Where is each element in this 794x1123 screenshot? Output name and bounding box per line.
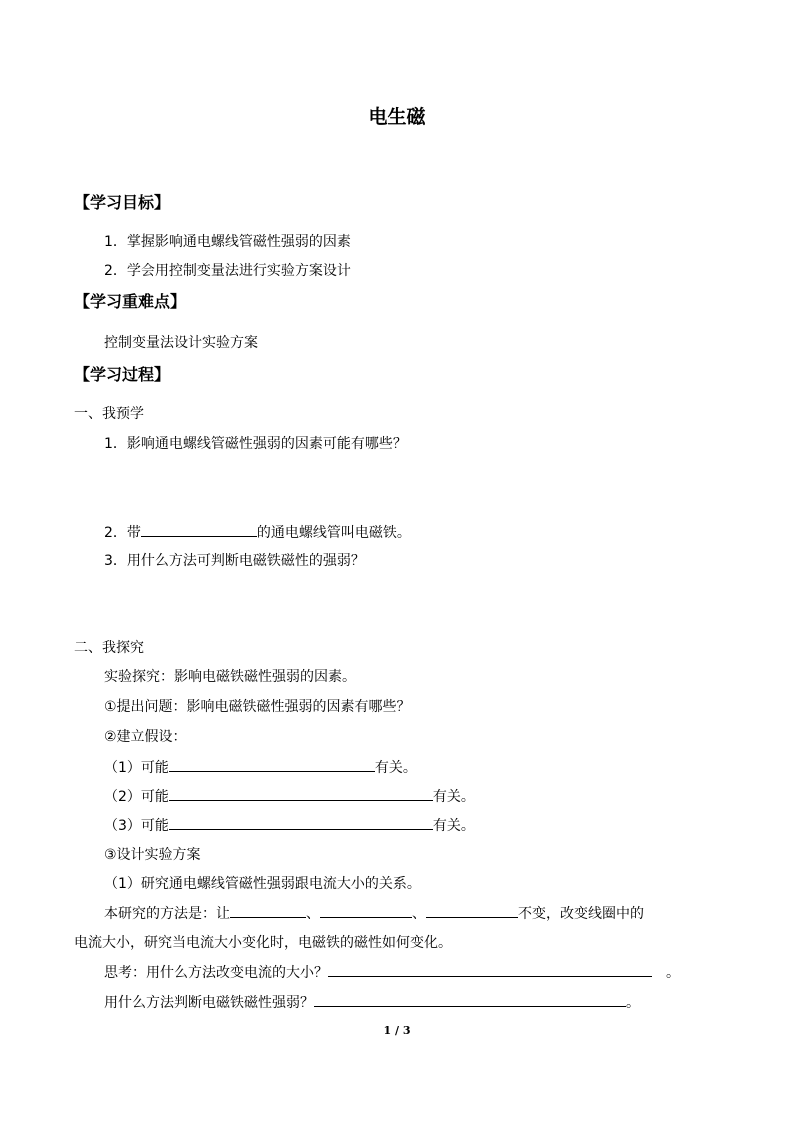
method-line-2: 电流大小，研究当电流大小变化时，电磁铁的磁性如何变化。 [74, 935, 452, 951]
blank-field[interactable] [169, 815, 433, 830]
explore-heading: 二、我探究 [74, 640, 144, 656]
plan-item-1: （1）研究通电螺线管磁性强弱跟电流大小的关系。 [104, 876, 421, 892]
hypothesis-suffix: 有关。 [374, 760, 417, 776]
goal-item-1: 1．掌握影响通电螺线管磁性强弱的因素 [104, 234, 351, 250]
hypothesis-1 [104, 757, 417, 778]
step-design-plan: ③设计实验方案 [104, 847, 201, 863]
hypothesis-3 [104, 815, 475, 836]
blank-field[interactable] [169, 786, 433, 801]
blank-field[interactable] [141, 522, 257, 537]
q2-suffix: 的通电螺线管叫电磁铁。 [256, 525, 411, 541]
blank-field[interactable] [320, 903, 412, 918]
blank-field[interactable] [328, 962, 652, 977]
think1-suffix: 。 [652, 965, 680, 981]
hypothesis-suffix: 有关。 [432, 818, 475, 834]
keypoints-heading: 【学习重难点】 [74, 292, 187, 311]
think1-prefix: 思考：用什么方法改变电流的大小？ [104, 965, 328, 981]
think2-suffix: 。 [626, 995, 640, 1011]
separator: 、 [412, 906, 426, 922]
method-suffix: 不变，改变线圈中的 [518, 906, 644, 922]
hypothesis-3-label: （3）可能 [104, 818, 169, 834]
preview-question-1: 1．影响通电螺线管磁性强弱的因素可能有哪些？ [104, 436, 407, 452]
process-heading: 【学习过程】 [74, 365, 171, 384]
think2-prefix: 用什么方法判断电磁铁磁性强弱？ [104, 995, 314, 1011]
blank-field[interactable] [314, 992, 626, 1007]
method-line [104, 903, 644, 924]
blank-field[interactable] [230, 903, 306, 918]
blank-field[interactable] [426, 903, 518, 918]
preview-heading: 一、我预学 [74, 406, 144, 422]
think-question-1 [104, 962, 680, 983]
page-number: 1 / 3 [383, 1024, 411, 1037]
hypothesis-2-label: （2）可能 [104, 789, 169, 805]
goal-item-2: 2．学会用控制变量法进行实验方案设计 [104, 263, 351, 279]
blank-field[interactable] [169, 757, 375, 772]
think-question-2 [104, 992, 640, 1013]
keypoints-text: 控制变量法设计实验方案 [104, 335, 258, 351]
hypothesis-suffix: 有关。 [432, 789, 475, 805]
preview-question-2 [104, 522, 411, 543]
hypothesis-1-label: （1）可能 [104, 760, 169, 776]
document-title: 电生磁 [368, 106, 426, 128]
hypothesis-2 [104, 786, 475, 807]
step-hypothesis: ②建立假设： [104, 729, 187, 745]
method-prefix: 本研究的方法是：让 [104, 906, 230, 922]
goals-heading: 【学习目标】 [74, 193, 171, 212]
explore-intro: 实验探究：影响电磁铁磁性强弱的因素。 [104, 669, 356, 685]
q2-prefix: 2．带 [104, 525, 141, 541]
step-ask-question: ①提出问题：影响电磁铁磁性强弱的因素有哪些？ [104, 699, 411, 715]
preview-question-3: 3．用什么方法可判断电磁铁磁性的强弱？ [104, 553, 365, 569]
separator: 、 [306, 906, 320, 922]
